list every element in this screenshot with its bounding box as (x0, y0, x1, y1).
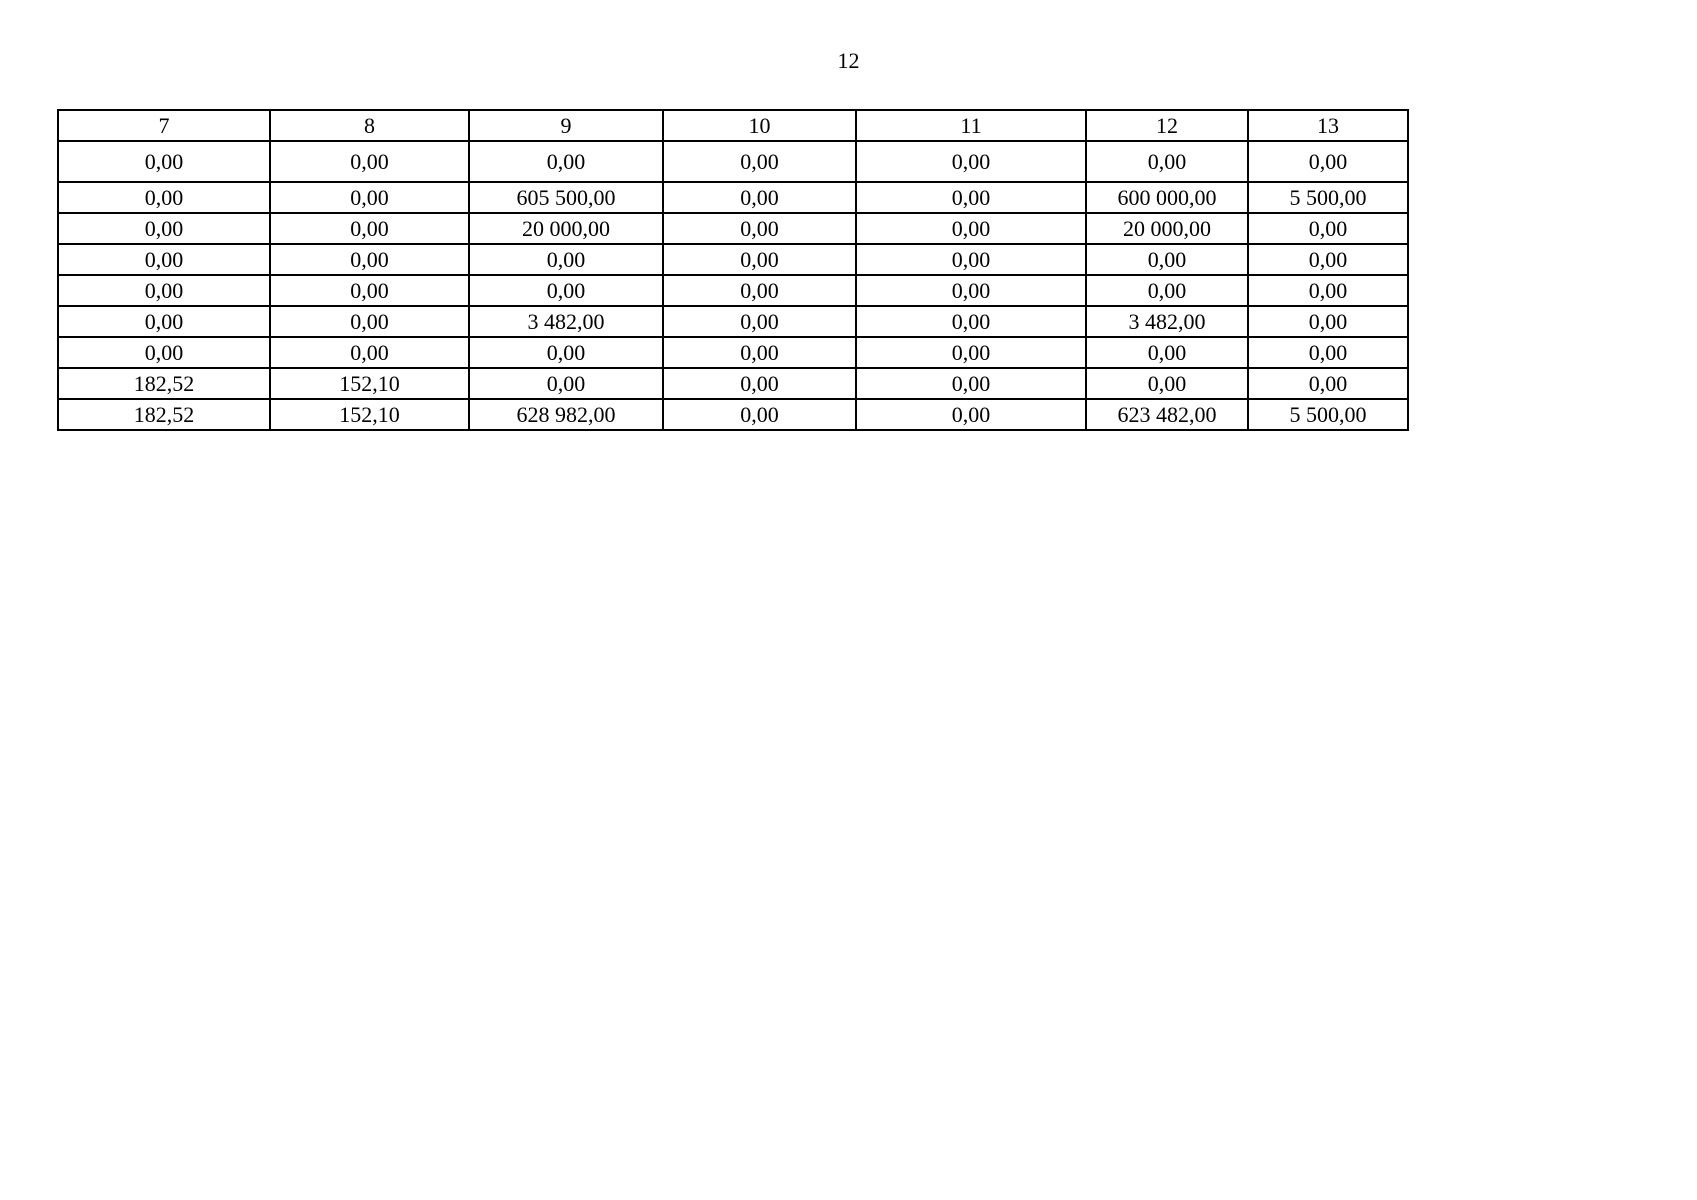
table-cell: 0,00 (856, 244, 1086, 275)
table-cell: 0,00 (270, 306, 469, 337)
table-cell: 0,00 (1248, 275, 1408, 306)
table-row (58, 275, 1408, 306)
table-cell: 0,00 (856, 399, 1086, 430)
table-cell: 0,00 (469, 141, 663, 182)
table-row (58, 337, 1408, 368)
table-cell: 623 482,00 (1086, 399, 1248, 430)
table-row (58, 368, 1408, 399)
table-cell: 5 500,00 (1248, 399, 1408, 430)
table-cell: 0,00 (270, 141, 469, 182)
table-cell: 0,00 (856, 213, 1086, 244)
table-cell: 0,00 (58, 275, 270, 306)
table-cell: 0,00 (856, 182, 1086, 213)
table-cell: 0,00 (58, 244, 270, 275)
table-row (58, 182, 1408, 213)
table-cell: 0,00 (270, 337, 469, 368)
table-cell: 182,52 (58, 399, 270, 430)
table-cell: 0,00 (856, 337, 1086, 368)
table-cell: 0,00 (663, 306, 856, 337)
table-cell: 0,00 (663, 337, 856, 368)
table-cell: 182,52 (58, 368, 270, 399)
table-cell: 0,00 (58, 141, 270, 182)
table-cell: 0,00 (663, 244, 856, 275)
table-cell: 0,00 (58, 213, 270, 244)
table-cell: 0,00 (663, 213, 856, 244)
table-cell: 0,00 (58, 182, 270, 213)
table-cell: 5 500,00 (1248, 182, 1408, 213)
table-cell: 152,10 (270, 368, 469, 399)
table-cell: 152,10 (270, 399, 469, 430)
column-header: 13 (1248, 110, 1408, 141)
table-cell: 0,00 (663, 368, 856, 399)
table-cell: 0,00 (856, 141, 1086, 182)
table-cell: 0,00 (1086, 368, 1248, 399)
table-row (58, 399, 1408, 430)
table-cell: 0,00 (270, 244, 469, 275)
column-header: 11 (856, 110, 1086, 141)
table-cell: 0,00 (663, 275, 856, 306)
column-header: 9 (469, 110, 663, 141)
column-header: 10 (663, 110, 856, 141)
table-cell: 0,00 (469, 337, 663, 368)
table-cell: 0,00 (1248, 337, 1408, 368)
table-cell: 3 482,00 (1086, 306, 1248, 337)
table-cell: 0,00 (1086, 275, 1248, 306)
table-cell: 628 982,00 (469, 399, 663, 430)
table-cell: 0,00 (1248, 368, 1408, 399)
table-cell: 0,00 (270, 213, 469, 244)
table-cell: 0,00 (469, 275, 663, 306)
table-cell: 0,00 (1248, 244, 1408, 275)
table-cell: 0,00 (1248, 141, 1408, 182)
table-row (58, 244, 1408, 275)
column-header: 12 (1086, 110, 1248, 141)
table-cell: 20 000,00 (1086, 213, 1248, 244)
table-cell: 0,00 (856, 306, 1086, 337)
table-cell: 0,00 (1248, 306, 1408, 337)
data-table (57, 109, 1409, 431)
table-cell: 600 000,00 (1086, 182, 1248, 213)
column-header: 7 (58, 110, 270, 141)
table-cell: 0,00 (270, 182, 469, 213)
table-cell: 0,00 (469, 368, 663, 399)
table-row (58, 306, 1408, 337)
table-cell: 3 482,00 (469, 306, 663, 337)
table-cell: 0,00 (58, 337, 270, 368)
header-row (58, 110, 1408, 141)
table-cell: 0,00 (856, 368, 1086, 399)
table-cell: 0,00 (1086, 141, 1248, 182)
table-row (58, 213, 1408, 244)
table-cell: 605 500,00 (469, 182, 663, 213)
page-number: 12 (837, 48, 860, 73)
table-cell: 0,00 (1248, 213, 1408, 244)
table-cell: 0,00 (1086, 244, 1248, 275)
table-cell: 0,00 (663, 399, 856, 430)
table-cell: 20 000,00 (469, 213, 663, 244)
table-row (58, 141, 1408, 182)
table-cell: 0,00 (663, 141, 856, 182)
table-cell: 0,00 (663, 182, 856, 213)
table-cell: 0,00 (270, 275, 469, 306)
table-cell: 0,00 (856, 275, 1086, 306)
column-header: 8 (270, 110, 469, 141)
table-cell: 0,00 (469, 244, 663, 275)
table-cell: 0,00 (1086, 337, 1248, 368)
table-cell: 0,00 (58, 306, 270, 337)
